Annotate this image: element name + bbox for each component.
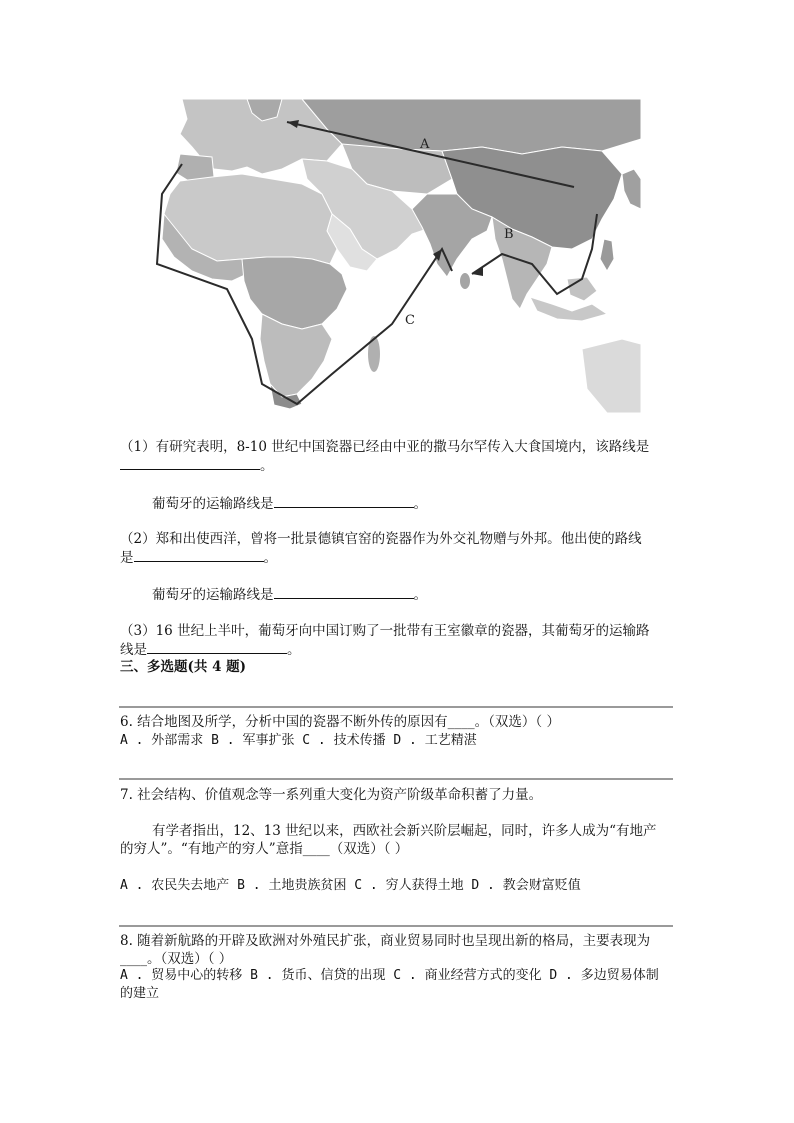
sri-lanka-landmass <box>460 273 470 289</box>
q8-stem-line1: 8. 随着新航路的开辟及欧洲对外殖民扩张，商业贸易同时也呈现出新的格局，主要表现为 <box>120 933 651 949</box>
section-3-title: 三、多选题(共 4 题) <box>120 659 247 675</box>
route-c-label: C <box>405 313 415 328</box>
q2-answer-blank[interactable] <box>134 548 264 562</box>
fill-in-q2 <box>120 530 642 548</box>
fill-in-q2-line2 <box>120 548 277 567</box>
divider-q6 <box>119 706 673 708</box>
q2-sub-answer-blank[interactable] <box>274 585 414 599</box>
q1-sub-text: 葡萄牙的运输路线是 <box>152 496 274 512</box>
q6-stem: 6. 结合地图及所学，分析中国的瓷器不断外传的原因有____。（双选）（ ） <box>120 714 560 730</box>
q3-number: （3） <box>120 623 156 639</box>
q1-answer-blank[interactable] <box>120 456 260 470</box>
q8-options-line2: 的建立 <box>120 986 160 1001</box>
q7-para-line1: 有学者指出，12、13 世纪以来，西欧社会新兴阶层崛起，同时，许多人成为“有地产 <box>152 823 657 839</box>
q2-sub-end: 。 <box>413 587 427 603</box>
q2-text: 郑和出使西洋，曾将一批景德镇官窑的瓷器作为外交礼物赠与外邦。他出使的路线 <box>155 531 642 547</box>
q6-options: A . 外部需求 B . 军事扩张 C . 技术传播 D . 工艺精湛 <box>120 733 477 748</box>
q1-number: （1） <box>120 439 156 455</box>
fill-in-q1 <box>120 438 649 456</box>
q8-stem-line2: ____。（双选）（ ） <box>120 951 233 967</box>
q2-number: （2） <box>120 531 156 547</box>
q3-end: 。 <box>287 642 301 658</box>
fill-in-q2-sub <box>152 585 427 604</box>
fill-in-q3-line2 <box>120 640 301 659</box>
q2-line2: 是 <box>120 550 134 566</box>
fill-in-q1-sub <box>152 494 427 513</box>
q3-text: 16 世纪上半叶，葡萄牙向中国订购了一批带有王室徽章的瓷器，其葡萄牙的运输路 <box>155 623 650 639</box>
q7-options: A . 农民失去地产 B . 土地贵族贫困 C . 穷人获得土地 D . 教会财富贬值 <box>120 878 581 893</box>
q1-sub-answer-blank[interactable] <box>274 494 414 508</box>
divider-q7 <box>119 778 673 780</box>
fill-in-q1-line2 <box>120 456 274 475</box>
q7-stem: 7. 社会结构、价值观念等一系列重大变化为资产阶级革命积蓄了力量。 <box>120 787 543 803</box>
q1-text: 有研究表明，8-10 世纪中国瓷器已经由中亚的撒马尔罕传入大食国境内，该路线是 <box>155 439 650 455</box>
q3-answer-blank[interactable] <box>147 640 287 654</box>
q1-end: 。 <box>260 458 274 474</box>
route-b-label: B <box>504 227 514 242</box>
q2-sub-text: 葡萄牙的运输路线是 <box>152 587 274 603</box>
q3-line2: 线是 <box>120 642 147 658</box>
q8-options-line1: A . 贸易中心的转移 B . 货币、信贷的出现 C . 商业经营方式的变化 D . 多边贸易体制 <box>120 968 659 983</box>
q1-sub-end: 。 <box>413 496 427 512</box>
q2-end: 。 <box>263 550 277 566</box>
divider-q8 <box>119 925 673 927</box>
q7-para-line2: 的穷人”。“有地产的穷人”意指____（双选）（ ） <box>120 841 409 857</box>
fill-in-q3 <box>120 622 650 640</box>
world-trade-route-map <box>152 99 641 413</box>
route-a-label: A <box>420 137 430 152</box>
